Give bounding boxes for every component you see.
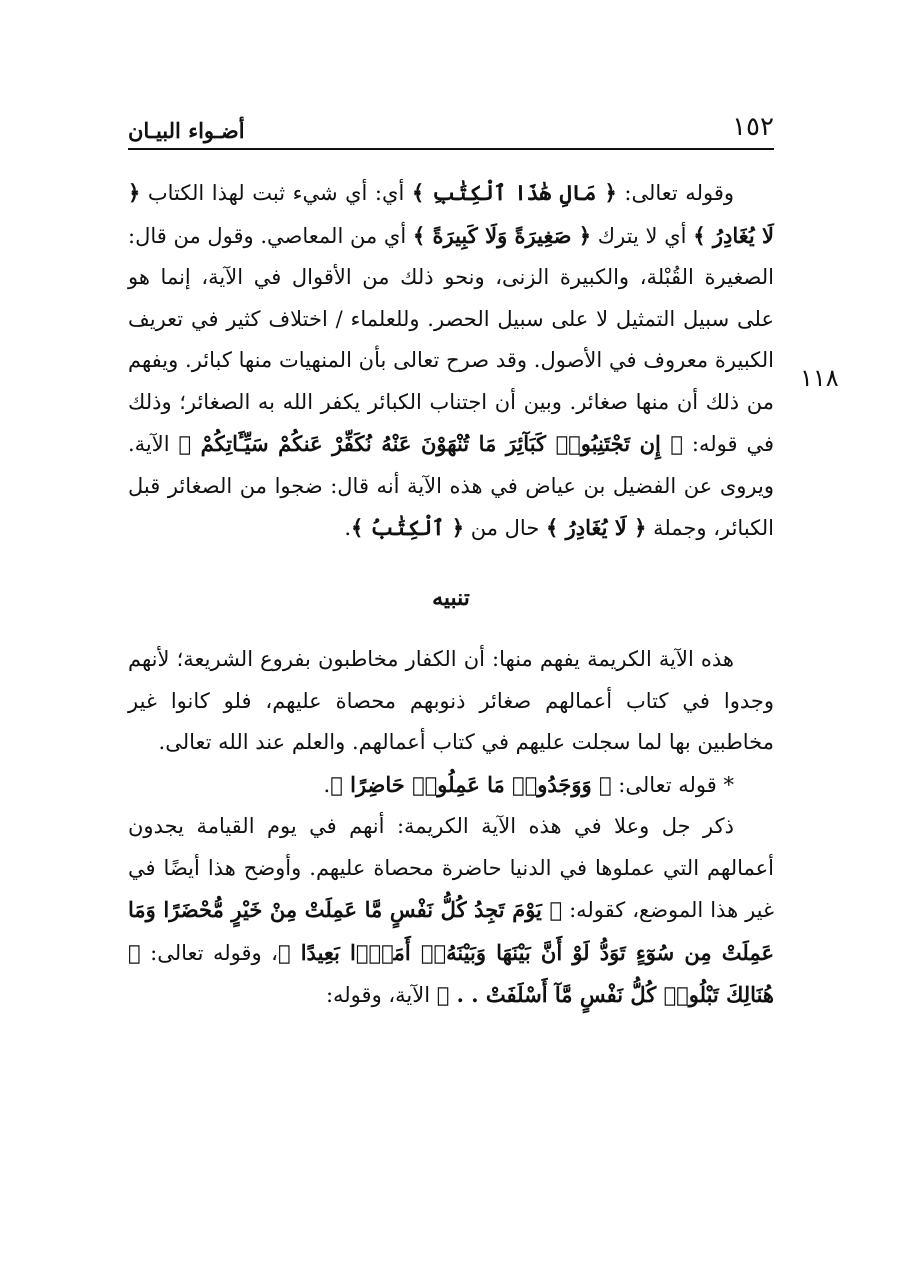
text-run: الآية. ويروى عن الفضيل بن عياض في هذه الآية أنه قال: ضجوا من الصغائر قبل الكبائر، وجملة: [128, 432, 774, 540]
text-run: ، وقوله تعالى:: [140, 940, 278, 965]
text-run: أي لا يترك: [591, 223, 694, 248]
quran-verse: ﴿ هُنَالِكَ تَبْلُوا۟ كُلُّ نَفْسٍ مَّآ أَسْلَفَتْ . . ﴾: [128, 939, 774, 1007]
text-run: حال من: [464, 516, 546, 540]
running-title: أضـواء البيـان: [128, 118, 245, 143]
quran-verse: ﴿ مَالِ هَٰذَا ٱلْكِتَٰبِ ﴾: [411, 180, 617, 205]
quran-verse: ﴿ صَغِيرَةً وَلَا كَبِيرَةً ﴾: [412, 222, 592, 248]
text-run: الآية، وقوله:: [325, 983, 437, 1007]
page-number: ١٥٢: [732, 112, 774, 142]
quran-verse: ﴿ إِن تَجْتَنِبُوا۟ كَبَآئِرَ مَا تُنْهَوْنَ عَنْهُ نُكَفِّرْ عَنكُمْ سَيِّـَٔاتِكُمْ ﴾: [178, 431, 684, 456]
text-run: * قوله تعالى:: [611, 772, 734, 797]
paragraph-explanation: [128, 806, 774, 1017]
quran-verse: ﴿ وَوَجَدُوا۟ مَا عَمِلُوا۟ حَاضِرًا ﴾: [330, 771, 612, 797]
paragraph-commentary: [128, 172, 774, 550]
verse-heading: [128, 764, 774, 807]
quran-verse: ﴿ لَا يُغَادِرُ ﴾: [546, 515, 647, 540]
page-header: [128, 108, 774, 150]
text-run: أي من المعاصي. وقول من قال: الصغيرة القُبْلة، والكبيرة الزنى، ونحو ذلك من الأقوال في الآية، إنما هو على سبيل التمثيل لا على سبيل الحصر. وللعلماء / اختلاف كثير في تعريف الكبيرة معروف في الأصول. وقد صرح تعالى بأن المنهيات منها كبائر. ويفهم من ذلك أن منها صغائر. وبين أن اجتناب الكبائر يكفر الله به الصغائر؛ وذلك في قوله:: [128, 223, 775, 456]
quran-verse: ﴿ يَوْمَ تَجِدُ كُلُّ نَفْسٍ مَّا عَمِلَتْ مِنْ خَيْرٍ مُّحْضَرًا وَمَا عَمِلَتْ مِن سُوٓءٍ تَوَدُّ لَوْ أَنَّ بَيْنَهَا وَبَيْنَهُۥٓ أَمَدًۢا بَعِيدًا ﴾: [128, 897, 775, 965]
section-heading: تنبيه: [432, 584, 470, 611]
paragraph-note: هذه الآية الكريمة يفهم منها: أن الكفار مخاطبون بفروع الشريعة؛ لأنهم وجدوا في كتاب أعمالهم صغائر ذنوبهم محصاة عليهم، فلو كانوا غير مخاطبين بها لما سجلت عليهم في كتاب أعمالهم. والعلم عند الله تعالى.: [128, 647, 774, 754]
text-run: .: [344, 516, 352, 540]
text-run: ذكر جل وعلا في هذه الآية الكريمة: أنهم في يوم القيامة يجدون أعمالهم التي عملوها في الدنيا حاضرة محصاة عليهم. وأوضح هذا أيضًا في غير هذا الموضع، كقوله:: [128, 814, 775, 922]
text-run: .: [323, 772, 331, 797]
text-run: أي: أي شيء ثبت لهذا الكتاب: [140, 181, 412, 205]
quran-verse: ﴿ ٱلْكِتَٰبُ ﴾: [351, 515, 465, 540]
margin-reference-number: ١١٨: [800, 364, 839, 392]
quran-verse: ﴿ لَا يُغَادِرُ ﴾: [128, 180, 774, 248]
page-body: [128, 172, 774, 1017]
text-run: وقوله تعالى:: [616, 181, 734, 205]
